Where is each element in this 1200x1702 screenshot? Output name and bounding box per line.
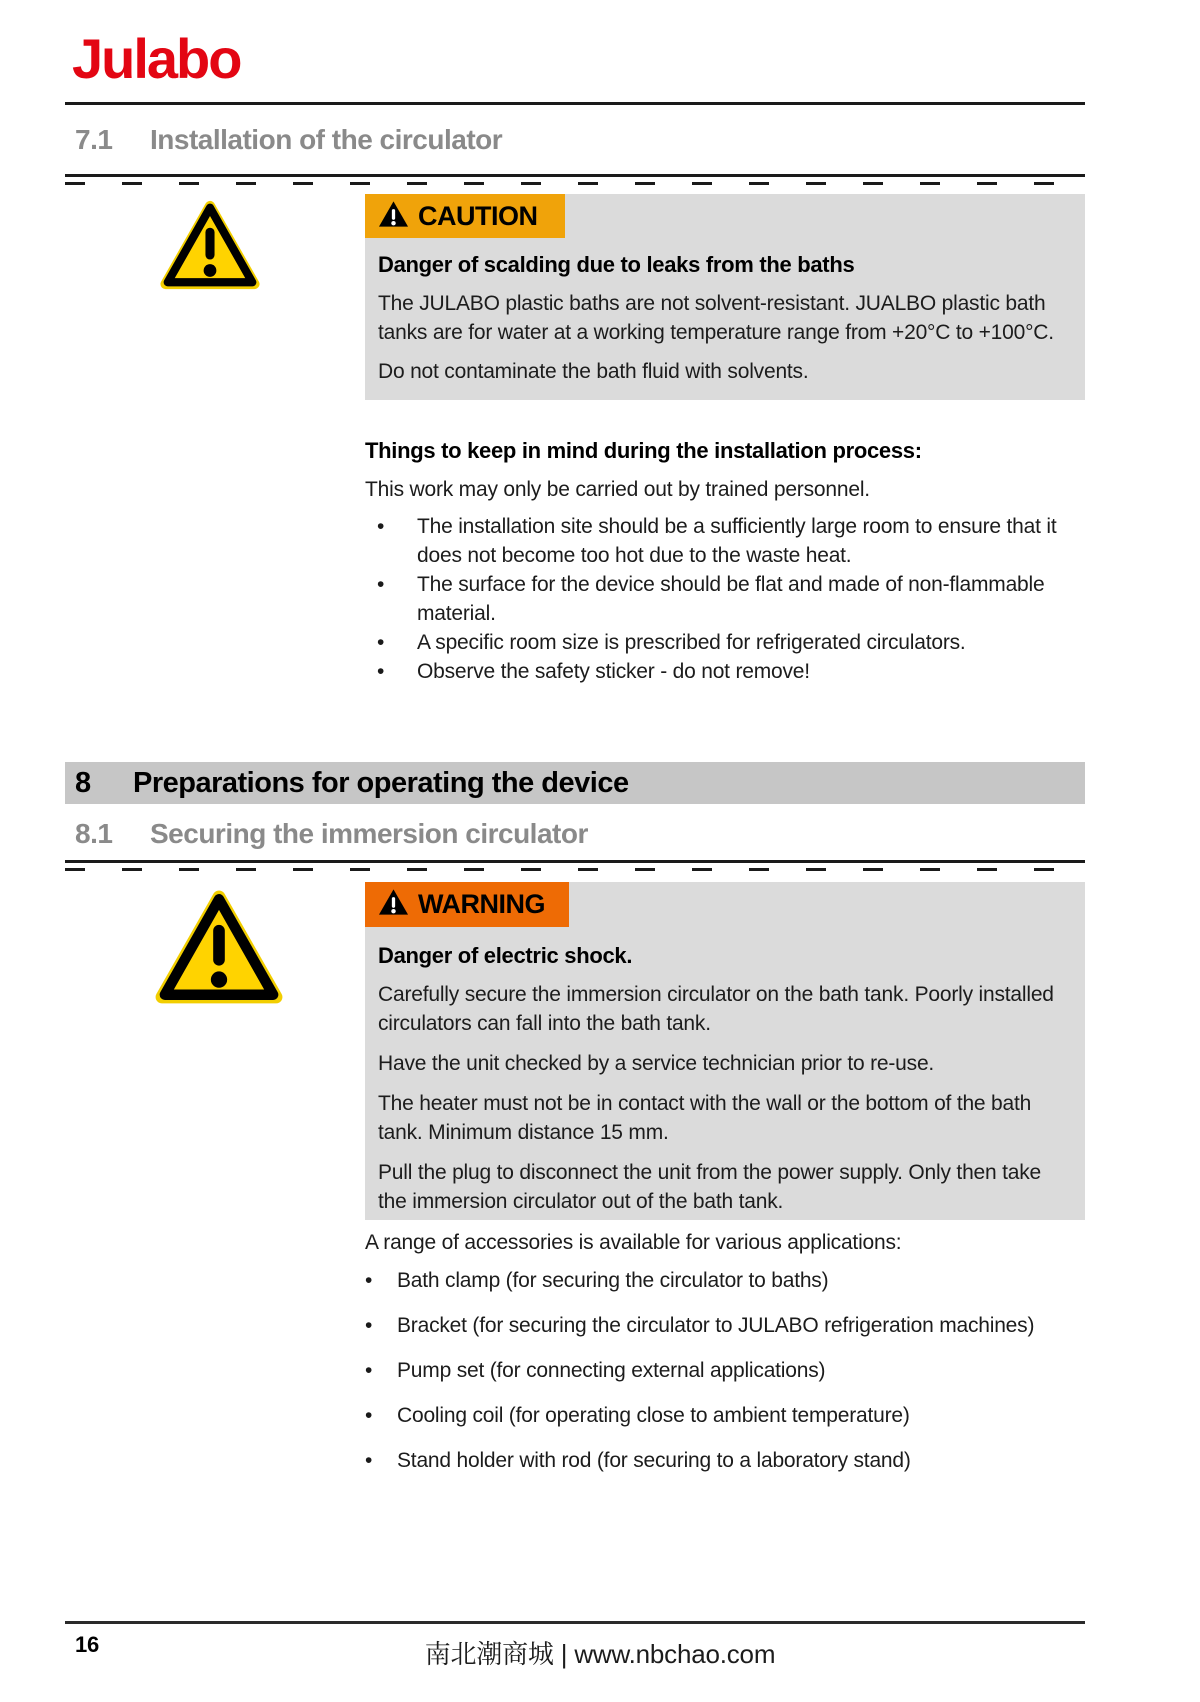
bullet-icon: •	[377, 631, 385, 654]
list-item: • Stand holder with rod (for securing to a laboratory stand)	[365, 1446, 1079, 1475]
bullet-icon: •	[377, 660, 385, 683]
section-title: Installation of the circulator	[150, 124, 503, 155]
caution-paragraph: Do not contaminate the bath fluid with solvents.	[378, 360, 809, 383]
warning-triangle-icon	[155, 888, 283, 1011]
section-number: 8.1	[75, 818, 113, 849]
section-rule-dashes	[65, 182, 1085, 185]
caution-label: CAUTION	[418, 200, 538, 231]
warning-paragraph: Carefully secure the immersion circulator on the bath tank. Poorly installed circulators can fall into the bath tank.	[378, 983, 1054, 1035]
section-number: 7.1	[75, 124, 113, 155]
section-rule	[65, 860, 1085, 863]
bullet-icon: •	[365, 1404, 373, 1427]
section-rule-dashes	[65, 868, 1085, 871]
bullet-icon: •	[365, 1359, 373, 1382]
warning-title: Danger of electric shock.	[378, 943, 633, 968]
caution-paragraph: The JULABO plastic baths are not solvent-resistant. JUALBO plastic bath tanks are for water at a working temperature range from +20°C to +100°C.	[378, 292, 1054, 344]
caution-triangle-icon	[378, 200, 409, 233]
list-item: • Observe the safety sticker - do not remove!	[377, 657, 1081, 686]
section-number: 8	[75, 766, 91, 799]
accessories-bullet-list	[365, 1266, 1079, 1491]
warning-body	[365, 927, 1085, 1220]
list-item: • A specific room size is prescribed for refrigerated circulators.	[377, 628, 1081, 657]
page-number: 16	[75, 1632, 100, 1657]
warning-triangle-icon	[160, 198, 260, 297]
footer-rule	[65, 1621, 1085, 1624]
warning-header	[365, 882, 569, 927]
section-8-1-heading	[75, 818, 588, 850]
bullet-icon: •	[365, 1314, 373, 1337]
section-title: Securing the immersion circulator	[150, 818, 588, 849]
section-title: Preparations for operating the device	[133, 766, 629, 799]
warning-box	[365, 882, 1085, 1220]
caution-title: Danger of scalding due to leaks from the baths	[378, 252, 855, 277]
things-heading: Things to keep in mind during the installation process:	[365, 438, 922, 463]
caution-header	[365, 194, 565, 238]
warning-paragraph: The heater must not be in contact with the wall or the bottom of the bath tank. Minimum distance 15 mm.	[378, 1092, 1032, 1144]
section-8-heading	[65, 762, 1085, 804]
julabo-logo: Julabo	[72, 27, 241, 90]
list-item: • Cooling coil (for operating close to ambient temperature)	[365, 1401, 1079, 1430]
list-item: • The surface for the device should be flat and made of non-flammable material.	[377, 570, 1081, 628]
list-item: • The installation site should be a sufficiently large room to ensure that it does not become too hot due to the waste heat.	[377, 512, 1081, 570]
header-rule	[65, 102, 1085, 105]
caution-box	[365, 194, 1085, 400]
list-item: • Bracket (for securing the circulator to JULABO refrigeration machines)	[365, 1311, 1079, 1340]
installation-bullet-list	[377, 512, 1081, 686]
section-7-1-heading	[75, 124, 502, 156]
bullet-icon: •	[365, 1269, 373, 1292]
section-rule	[65, 174, 1085, 177]
footer-site-text: 南北潮商城 | www.nbchao.com	[424, 1639, 776, 1669]
list-item: • Bath clamp (for securing the circulator to baths)	[365, 1266, 1079, 1295]
bullet-icon: •	[377, 573, 385, 596]
trained-personnel-note: This work may only be carried out by trained personnel.	[365, 478, 870, 501]
bullet-icon: •	[365, 1449, 373, 1472]
list-item: • Pump set (for connecting external applications)	[365, 1356, 1079, 1385]
warning-triangle-icon	[378, 888, 409, 921]
bullet-icon: •	[377, 515, 385, 538]
warning-paragraph: Pull the plug to disconnect the unit from the power supply. Only then take the immersion circulator out of the bath tank.	[378, 1161, 1042, 1213]
caution-body	[365, 238, 1085, 400]
warning-label: WARNING	[418, 889, 545, 919]
accessories-intro: A range of accessories is available for various applications:	[365, 1231, 902, 1254]
warning-paragraph: Have the unit checked by a service technician prior to re-use.	[378, 1052, 935, 1075]
